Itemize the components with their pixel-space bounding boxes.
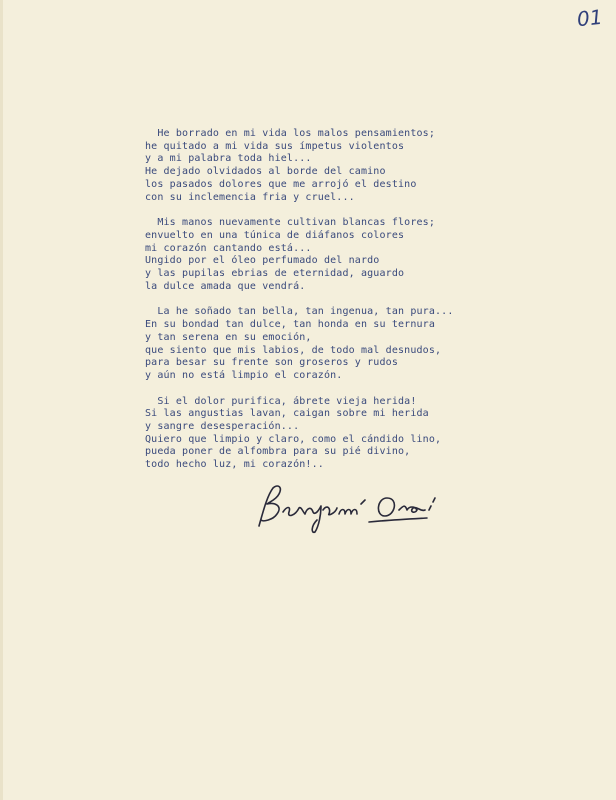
poem-line: con su inclemencia fria y cruel... (145, 191, 355, 203)
poem-line: los pasados dolores que me arrojó el destino (145, 178, 417, 190)
stanza-1 (145, 128, 605, 204)
handwritten-signature (249, 476, 469, 536)
poem-line: En su bondad tan dulce, tan honda en su ternura (145, 319, 436, 331)
poem-line: y aún no está limpio el corazón. (145, 369, 343, 381)
poem-line: Si el dolor purifica, ábrete vieja herida! (145, 395, 417, 407)
stanza-4 (145, 396, 605, 472)
poem-line: mi corazón cantando está... (145, 242, 312, 254)
poem-line: todo hecho luz, mi corazón!.. (145, 459, 324, 471)
page-number: 01 (575, 4, 604, 32)
poem-line: para besar su frente son groseros y rudos (145, 357, 398, 369)
poem (145, 128, 605, 485)
stanza-2 (145, 217, 605, 293)
poem-line: Mis manos nuevamente cultivan blancas flores; (145, 217, 436, 229)
poem-line: Si las angustias lavan, caigan sobre mi herida (145, 408, 429, 420)
poem-line: y las pupilas ebrias de eternidad, aguardo (145, 268, 405, 280)
poem-line: Ungido por el óleo perfumado del nardo (145, 255, 380, 267)
poem-line: y tan serena en su emoción, (145, 331, 312, 343)
poem-line: He dejado olvidados al borde del camino (145, 166, 386, 178)
poem-line: La he soñado tan bella, tan ingenua, tan pura... (145, 306, 454, 318)
poem-line: He borrado en mi vida los malos pensamientos; (145, 128, 436, 139)
poem-line: he quitado a mi vida sus ímpetus violentos (145, 140, 405, 152)
poem-line: que siento que mis labios, de todo mal desnudos, (145, 344, 442, 356)
poem-line: pueda poner de alfombra para su pié divino, (145, 446, 411, 458)
poem-line: Quiero que limpio y claro, como el cándido lino, (145, 433, 442, 445)
poem-line: y a mi palabra toda hiel... (145, 153, 312, 165)
poem-line: y sangre desesperación... (145, 421, 300, 433)
stanza-3 (145, 306, 605, 382)
poem-line: envuelto en una túnica de diáfanos colores (145, 229, 405, 241)
poem-line: la dulce amada que vendrá. (145, 280, 306, 292)
